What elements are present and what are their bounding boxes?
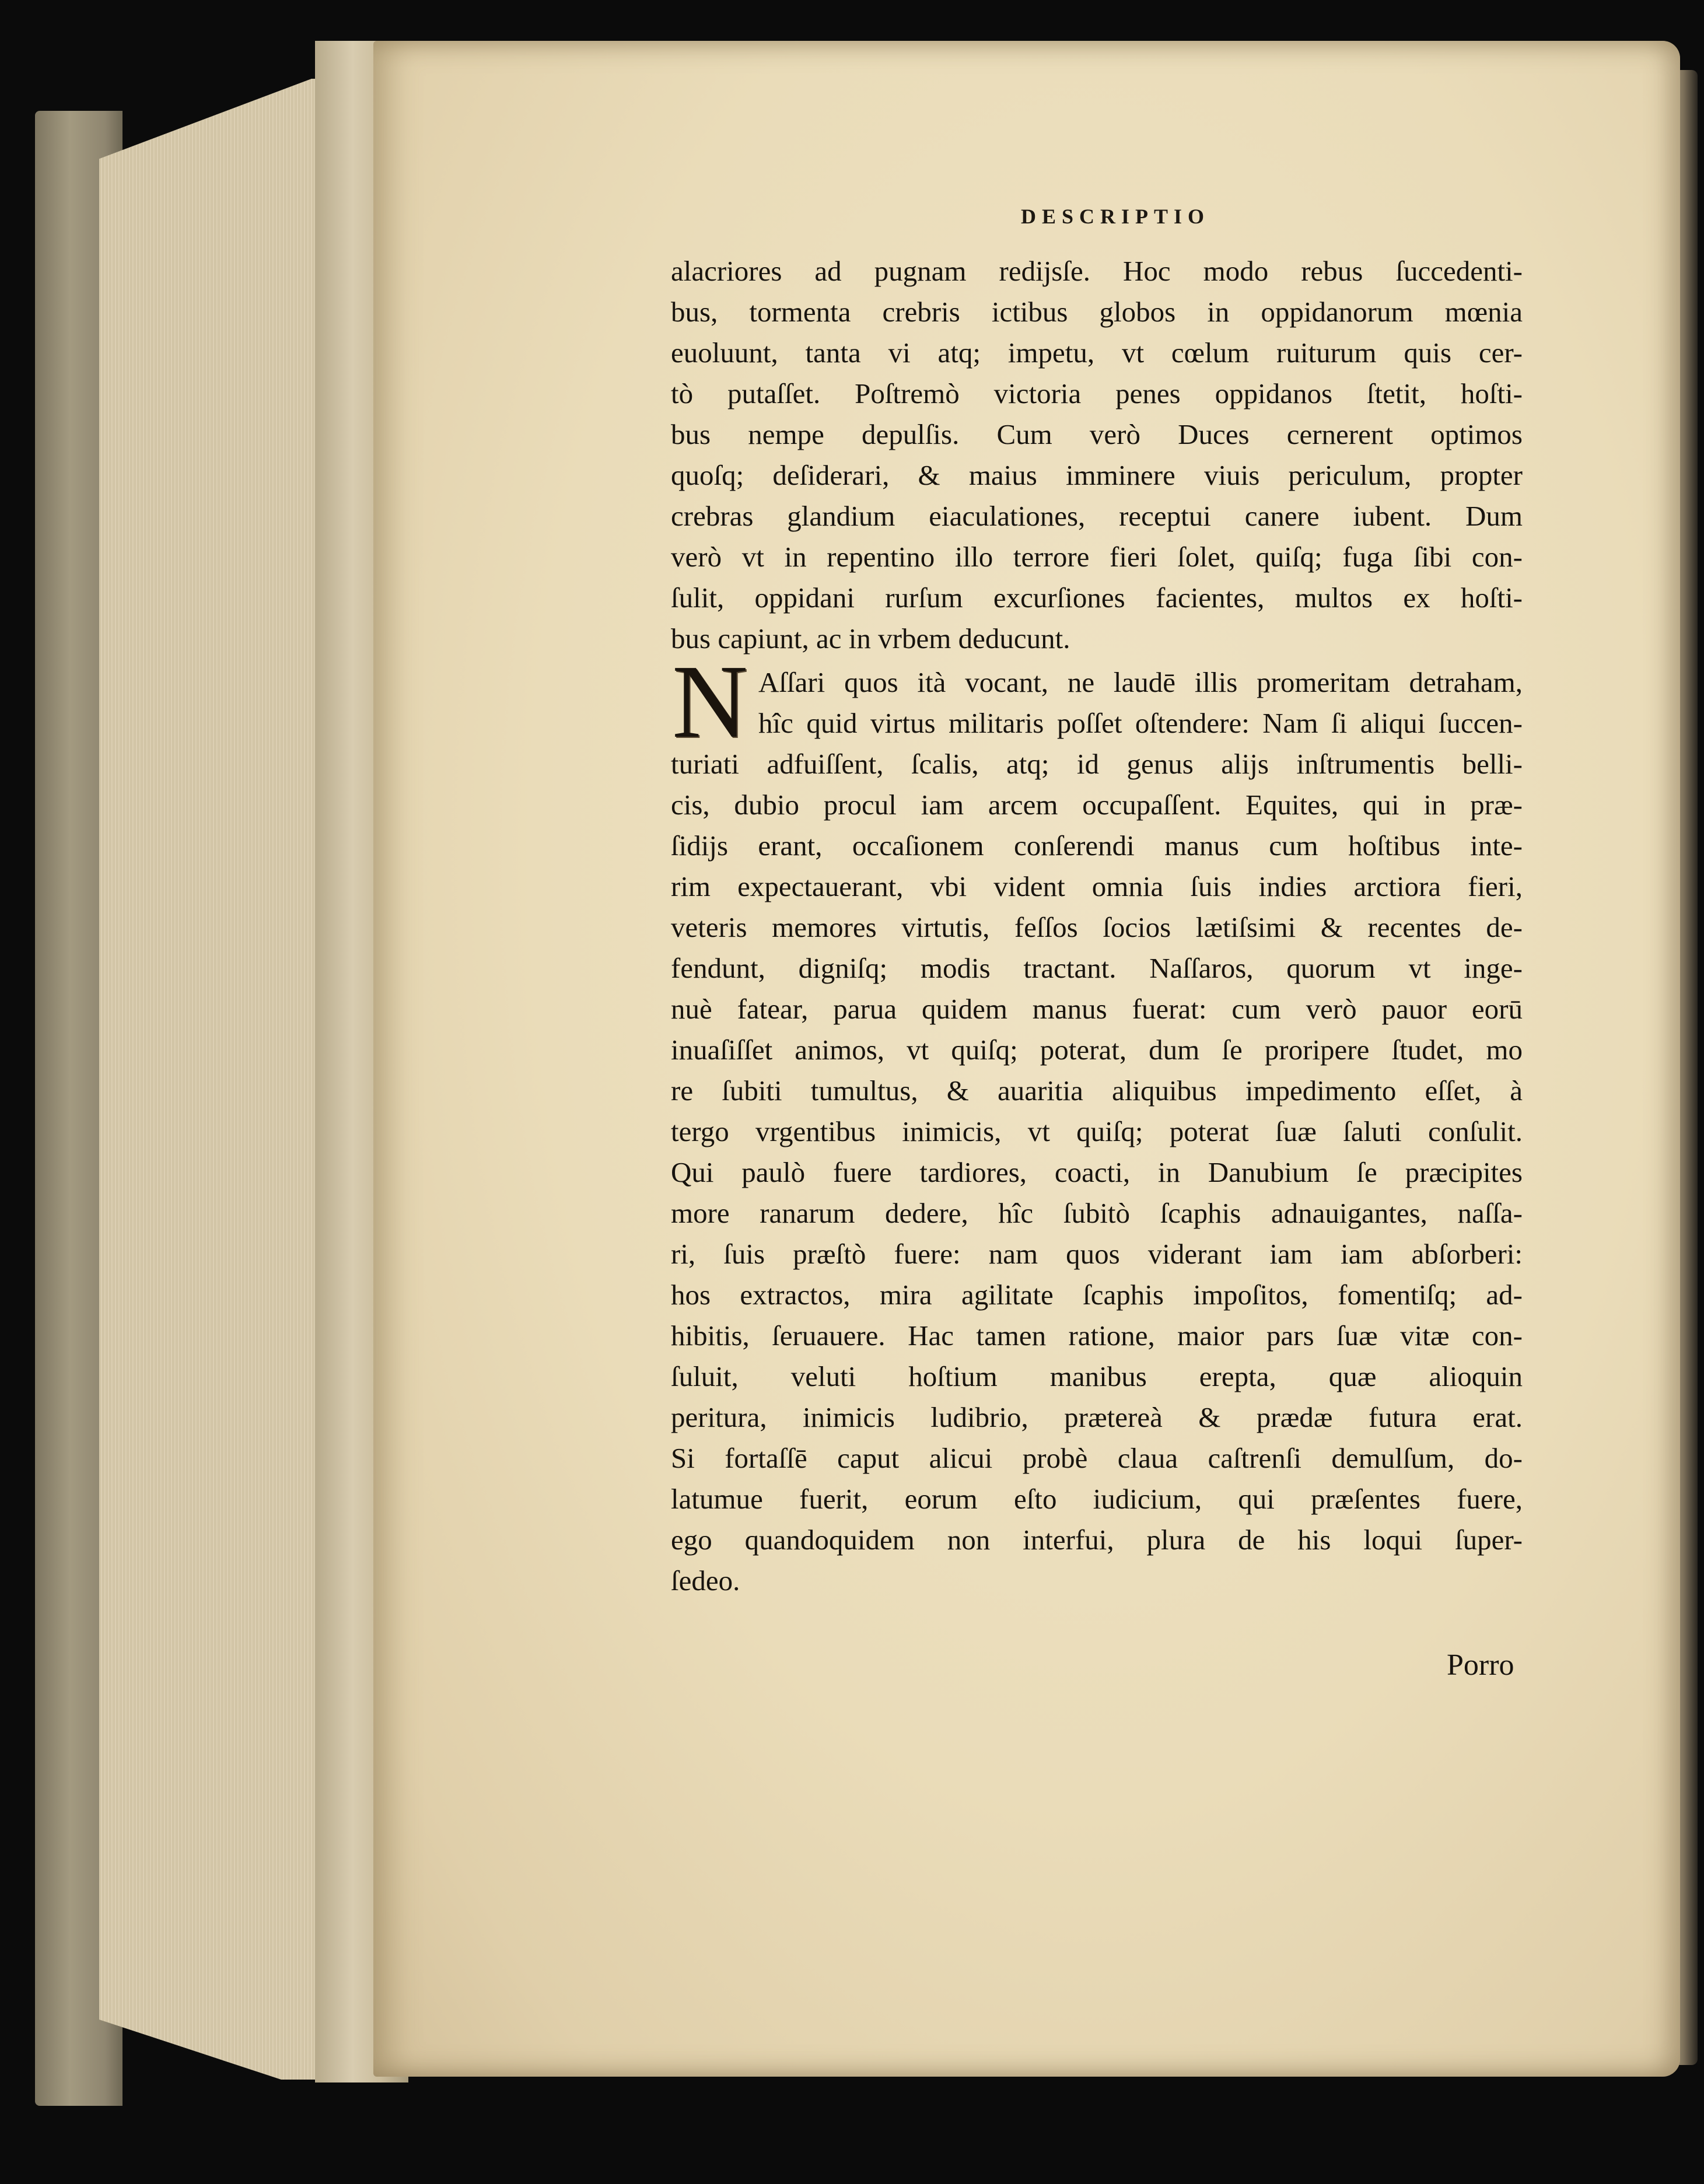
text-line: hos extractos, mira agilitate ſcaphis impoſitos, fomentiſq; ad- bbox=[671, 1279, 1523, 1311]
text-line: nuè fatear, parua quidem manus fuerat: cum verò pauor eorū bbox=[671, 993, 1523, 1025]
text-line: bus nempe depulſis. Cum verò Duces cernerent optimos bbox=[671, 418, 1523, 450]
text-line: veteris memores virtutis, feſſos ſocios lætiſsimi & recentes de- bbox=[671, 911, 1523, 943]
text-line: euoluunt, tanta vi atq; impetu, vt cœlum ruiturum quis cer- bbox=[671, 337, 1523, 369]
text-line: ſulit, oppidani rurſum excurſiones facientes, multos ex hoſti- bbox=[671, 582, 1523, 614]
text-line: peritura, inimicis ludibrio, prætereà & prædæ futura erat. bbox=[671, 1401, 1523, 1433]
text-line: latumue fuerit, eorum eſto iudicium, qui præſentes fuere, bbox=[671, 1483, 1523, 1515]
text-line: bus, tormenta crebris ictibus globos in oppidanorum mœnia bbox=[671, 296, 1523, 328]
text-line: crebras glandium eiaculationes, receptui canere iubent. Dum bbox=[671, 500, 1523, 532]
text-line: bus capiunt, ac in vrbem deducunt. bbox=[671, 622, 1070, 654]
text-line: quoſq; deſiderari, & maius imminere viuis periculum, propter bbox=[671, 459, 1523, 491]
text-line: tò putaſſet. Poſtremò victoria penes oppidanos ſtetit, hoſti- bbox=[671, 377, 1523, 410]
text-line: ſidijs erant, occaſionem conſerendi manus cum hoſtibus inte- bbox=[671, 830, 1523, 862]
text-line: re ſubiti tumultus, & auaritia aliquibus impedimento eſſet, à bbox=[671, 1074, 1523, 1107]
text-line: ſedeo. bbox=[671, 1564, 740, 1597]
text-line: alacriores ad pugnam redijsſe. Hoc modo rebus ſuccedenti- bbox=[671, 255, 1523, 287]
text-line: ſuluit, veluti hoſtium manibus erepta, quæ alioquin bbox=[671, 1360, 1523, 1392]
text-line: turiati adfuiſſent, ſcalis, atq; id genus alijs inſtrumentis belli- bbox=[671, 748, 1523, 780]
catchword: Porro bbox=[1447, 1648, 1514, 1682]
text-line: ri, ſuis præſtò fuere: nam quos viderant iam iam abſorberi: bbox=[671, 1238, 1523, 1270]
drop-cap: N bbox=[672, 643, 748, 760]
text-line: Si fortaſſē caput alicui probè claua caſtrenſi demulſum, do- bbox=[671, 1442, 1523, 1474]
paragraph-1 bbox=[671, 251, 1523, 659]
text-line: cis, dubio procul iam arcem occupaſſent. Equites, qui in præ- bbox=[671, 789, 1523, 821]
text-line: hibitis, ſeruauere. Hac tamen ratione, maior pars ſuæ vitæ con- bbox=[671, 1320, 1523, 1352]
text-line: verò vt in repentino illo terrore fieri ſolet, quiſq; fuga ſibi con- bbox=[671, 541, 1523, 573]
text-line: hîc quid virtus militaris poſſet oſtendere: Nam ſi aliqui ſuccen- bbox=[758, 707, 1523, 739]
paragraph-2 bbox=[671, 662, 1523, 1601]
text-line: fendunt, digniſq; modis tractant. Naſſaros, quorum vt inge- bbox=[671, 952, 1523, 984]
text-line: rim expectauerant, vbi vident omnia ſuis indies arctiora fieri, bbox=[671, 870, 1523, 902]
text-line: ego quandoquidem non interfui, plura de his loqui ſuper- bbox=[671, 1524, 1523, 1556]
text-line: Aſſari quos ità vocant, ne laudē illis promeritam detraham, bbox=[758, 666, 1523, 698]
text-line: inuaſiſſet animos, vt quiſq; poterat, dum ſe proripere ſtudet, mo bbox=[671, 1034, 1523, 1066]
text-line: Qui paulò fuere tardiores, coacti, in Danubium ſe præcipites bbox=[671, 1156, 1523, 1188]
running-head: DESCRIPTIO bbox=[1021, 205, 1210, 228]
text-line: tergo vrgentibus inimicis, vt quiſq; poterat ſuæ ſaluti conſulit. bbox=[671, 1115, 1523, 1147]
text-line: more ranarum dedere, hîc ſubitò ſcaphis adnauigantes, naſſa- bbox=[671, 1197, 1523, 1229]
